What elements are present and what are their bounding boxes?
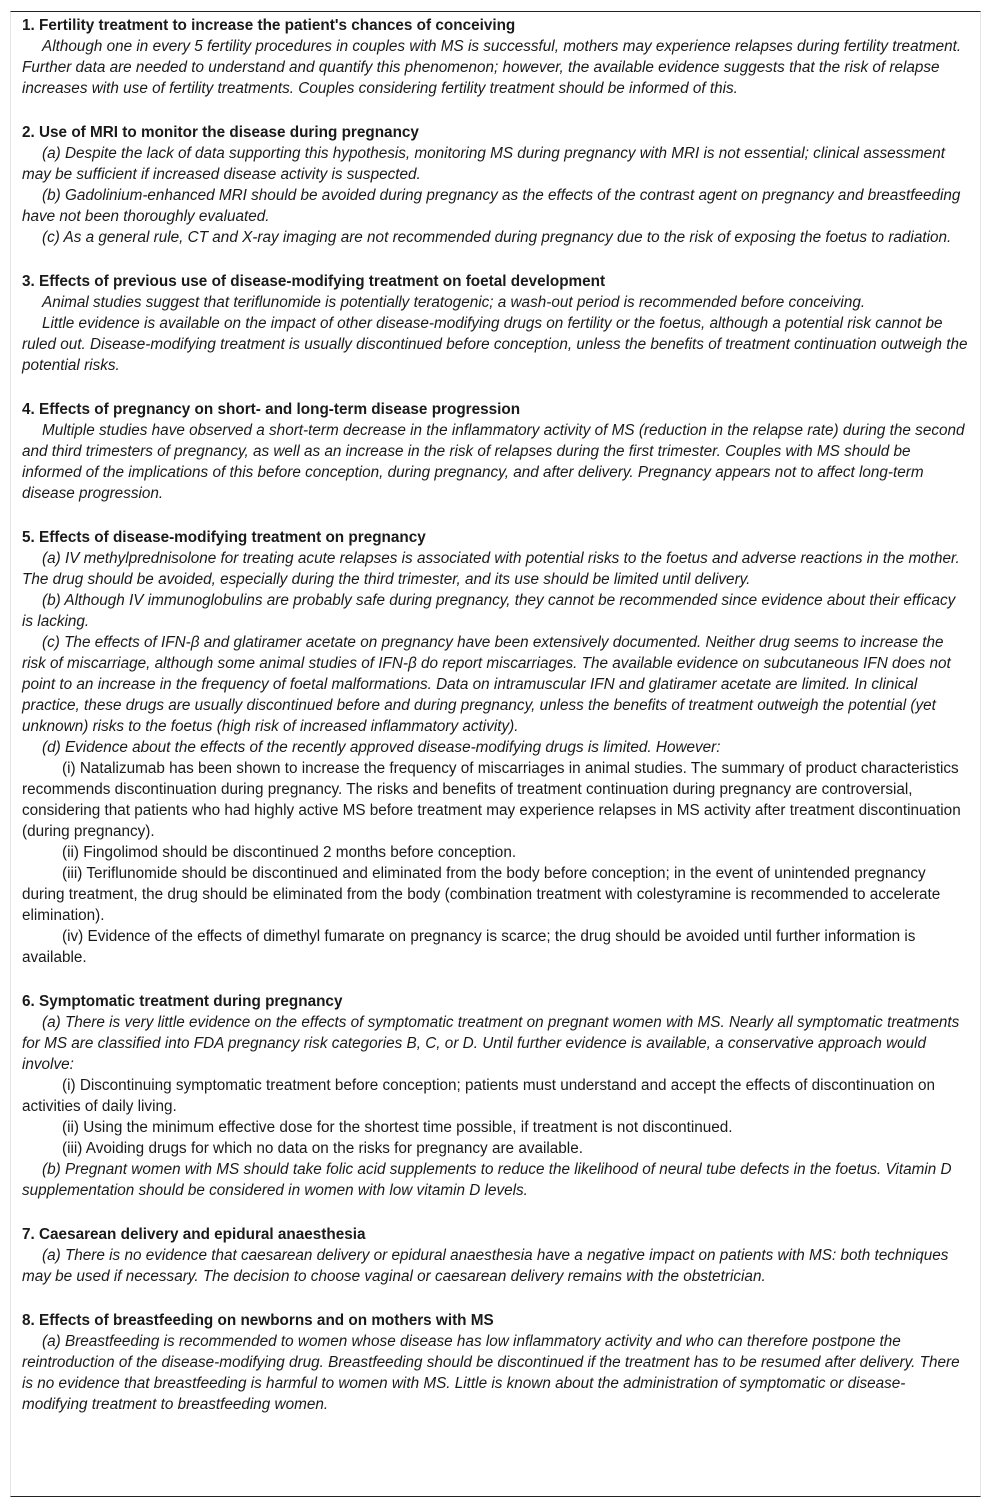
- paragraph: (b) Gadolinium-enhanced MRI should be avoided during pregnancy as the effects of the contrast agent on pregnancy and breastfeeding have not been thoroughly evaluated.: [22, 187, 961, 225]
- section-fertility-treatment: [22, 15, 970, 99]
- sub-paragraph: (i) Natalizumab has been shown to increase the frequency of miscarriages in animal studies. The summary of product characteristics recommends discontinuation during pregnancy. The risks and benefits of treatment continuation during pregnancy are controversial, considering that patients who had highly active MS before treatment may experience relapses in MS activity after treatment discontinuation (during pregnancy).: [22, 760, 961, 840]
- paragraph: Although one in every 5 fertility procedures in couples with MS is successful, mothers may experience relapses during fertility treatment. Further data are needed to understand and quantify this phenomenon; however, the available evidence suggests that the risk of relapse increases with use of fertility treatments. Couples considering fertility treatment should be informed of this.: [22, 38, 962, 97]
- paragraph: Multiple studies have observed a short-term decrease in the inflammatory activity of MS (reduction in the relapse rate) during the second and third trimesters of pregnancy, as well as an increase in the risk of relapses during the first trimester. Couples with MS should be informed of the implications of this before conception, during pregnancy, and after delivery. Pregnancy appears not to affect long-term disease progression.: [22, 422, 965, 502]
- table-cell: [11, 12, 980, 1415]
- sub-paragraph: (iii) Teriflunomide should be discontinued and eliminated from the body before conception; in the event of unintended pregnancy during treatment, the drug should be eliminated from the body (combination treatment with colestyramine is recommended to accelerate elimination).: [22, 865, 941, 924]
- paragraph: (a) There is no evidence that caesarean delivery or epidural anaesthesia have a negative impact on patients with MS: both techniques may be used if necessary. The decision to choose vaginal or caesarean delivery remains with the obstetrician.: [22, 1247, 949, 1285]
- section-title: 3. Effects of previous use of disease-modifying treatment on foetal development: [22, 273, 606, 290]
- section-caesarean-epidural: [22, 1224, 970, 1287]
- section-pregnancy-progression: [22, 399, 970, 504]
- paragraph: (a) Despite the lack of data supporting this hypothesis, monitoring MS during pregnancy with MRI is not essential; clinical assessment may be sufficient if increased disease activity is suspected.: [22, 145, 945, 183]
- section-breastfeeding: [22, 1310, 970, 1415]
- paragraph: (b) Pregnant women with MS should take folic acid supplements to reduce the likelihood of neural tube defects in the foetus. Vitamin D supplementation should be considered in women with low vitamin D levels.: [22, 1161, 952, 1199]
- section-title: 8. Effects of breastfeeding on newborns and on mothers with MS: [22, 1312, 494, 1329]
- sub-paragraph: (ii) Fingolimod should be discontinued 2 months before conception.: [62, 844, 517, 861]
- sub-paragraph: (i) Discontinuing symptomatic treatment before conception; patients must understand and accept the effects of discontinuation on activities of daily living.: [22, 1077, 935, 1115]
- paragraph: (c) The effects of IFN-β and glatiramer acetate on pregnancy have been extensively documented. Neither drug seems to increase the risk of miscarriage, although some animal studies of IFN-β do report miscarriages. The available evidence on subcutaneous IFN does not point to an increase in the frequency of foetal malformations. Data on intramuscular IFN and glatiramer acetate are limited. In clinical practice, these drugs are usually discontinued before and during pregnancy, unless the benefits of treatment outweigh the potential (yet unknown) risks to the foetus (high risk of increased inflammatory activity).: [22, 634, 951, 735]
- paragraph: (a) There is very little evidence on the effects of symptomatic treatment on pregnant women with MS. Nearly all symptomatic treatments for MS are classified into FDA pregnancy risk categories B, C, or D. Until further evidence is available, a conservative approach would involve:: [22, 1014, 960, 1073]
- paragraph: Little evidence is available on the impact of other disease-modifying drugs on fertility or the foetus, although a potential risk cannot be ruled out. Disease-modifying treatment is usually discontinued before conception, unless the benefits of treatment continuation outweigh the potential risks.: [22, 315, 968, 374]
- recommendations-table: [10, 11, 981, 1497]
- section-title: 5. Effects of disease-modifying treatment on pregnancy: [22, 529, 426, 546]
- paragraph: (d) Evidence about the effects of the recently approved disease-modifying drugs is limited. However:: [42, 739, 721, 756]
- section-dmt-on-pregnancy: [22, 527, 970, 968]
- sub-paragraph: (ii) Using the minimum effective dose for the shortest time possible, if treatment is not discontinued.: [62, 1119, 733, 1136]
- sub-paragraph: (iv) Evidence of the effects of dimethyl fumarate on pregnancy is scarce; the drug should be avoided until further information is available.: [22, 928, 916, 966]
- sub-paragraph: (iii) Avoiding drugs for which no data on the risks for pregnancy are available.: [62, 1140, 583, 1157]
- paragraph: Animal studies suggest that teriflunomide is potentially teratogenic; a wash-out period is recommended before conceiving.: [42, 294, 866, 311]
- paragraph: (a) IV methylprednisolone for treating acute relapses is associated with potential risks to the foetus and adverse reactions in the mother. The drug should be avoided, especially during the third trimester, and its use should be limited until delivery.: [22, 550, 960, 588]
- section-title: 1. Fertility treatment to increase the patient's chances of conceiving: [22, 17, 516, 34]
- section-mri-monitoring: [22, 122, 970, 248]
- paragraph: (b) Although IV immunoglobulins are probably safe during pregnancy, they cannot be recommended since evidence about their efficacy is lacking.: [22, 592, 956, 630]
- section-symptomatic-treatment: [22, 991, 970, 1201]
- paragraph: (c) As a general rule, CT and X-ray imaging are not recommended during pregnancy due to the risk of exposing the foetus to radiation.: [42, 229, 952, 246]
- section-previous-dmt-foetal: [22, 271, 970, 376]
- section-title: 7. Caesarean delivery and epidural anaesthesia: [22, 1226, 366, 1243]
- section-title: 2. Use of MRI to monitor the disease during pregnancy: [22, 124, 419, 141]
- section-title: 4. Effects of pregnancy on short- and long-term disease progression: [22, 401, 521, 418]
- section-title: 6. Symptomatic treatment during pregnancy: [22, 993, 343, 1010]
- paragraph: (a) Breastfeeding is recommended to women whose disease has low inflammatory activity and who can therefore postpone the reintroduction of the disease-modifying drug. Breastfeeding should be discontinued if the treatment has to be resumed after delivery. There is no evidence that breastfeeding is harmful to women with MS. Little is known about the administration of symptomatic or disease-modifying treatment to breastfeeding women.: [22, 1333, 960, 1413]
